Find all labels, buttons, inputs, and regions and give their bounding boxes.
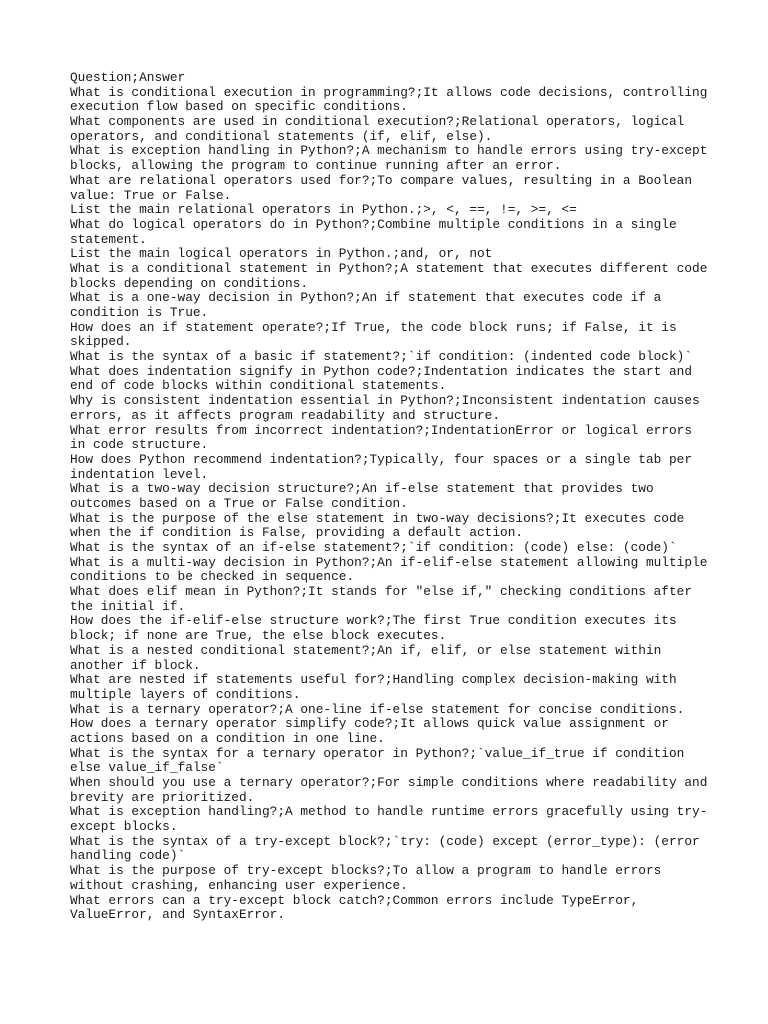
text-line: What is the syntax for a ternary operator in Python?;`value_if_true if condition (70, 745, 685, 761)
text-line: Question;Answer (70, 70, 186, 85)
text-line: How does a ternary operator simplify code?;It allows quick value assignment or (70, 716, 669, 732)
text-line: statement. (70, 231, 147, 247)
text-line: What is the purpose of try-except blocks?;To allow a program to handle errors (70, 863, 662, 879)
text-line: when the if condition is False, providing a default action. (70, 525, 524, 541)
text-line: What does indentation signify in Python code?;Indentation indicates the start and (70, 363, 693, 379)
text-line: operators, and conditional statements (if, elif, else). (70, 128, 493, 144)
text-line: indentation level. (70, 466, 209, 482)
text-line: skipped. (70, 334, 132, 350)
text-line: What are relational operators used for?;To compare values, resulting in a Boolean (70, 172, 693, 188)
text-line: outcomes based on a True or False condition. (70, 495, 408, 511)
text-line: blocks depending on conditions. (70, 275, 309, 291)
text-line: in code structure. (70, 437, 209, 453)
text-line: blocks, allowing the program to continue running after an error. (70, 158, 562, 174)
text-line: What are nested if statements useful for?;Handling complex decision-making with (70, 672, 677, 688)
text-line: errors, as it affects program readability and structure. (70, 407, 501, 423)
text-line: List the main logical operators in Python.;and, or, not (70, 246, 493, 262)
text-line: condition is True. (70, 305, 209, 320)
text-line: brevity are prioritized. (70, 789, 255, 805)
text-line: value: True or False. (70, 187, 232, 203)
text-line: What is a ternary operator?;A one-line if-else statement for concise conditions. (70, 701, 685, 717)
text-line: What is a one-way decision in Python?;An if statement that executes code if a (70, 290, 662, 306)
text-line: What is conditional execution in programming?;It allows code decisions, controlling (70, 84, 708, 100)
text-line: end of code blocks within conditional statements. (70, 378, 447, 394)
text-line: What is a nested conditional statement?;An if, elif, or else statement within (70, 642, 662, 658)
text-line: What is the syntax of a try-except block?;`try: (code) except (error_type): (error (70, 833, 700, 849)
text-line: What components are used in conditional execution?;Relational operators, logical (70, 114, 685, 130)
text-line: multiple layers of conditions. (70, 686, 301, 702)
text-line: without crashing, enhancing user experience. (70, 877, 408, 893)
text-line: another if block. (70, 657, 201, 673)
text-line: What is the purpose of the else statement in two-way decisions?;It executes code (70, 510, 685, 526)
text-line: What is exception handling in Python?;A mechanism to handle errors using try-except (70, 143, 708, 159)
text-line: What is a multi-way decision in Python?;An if-elif-else statement allowing multiple (70, 554, 708, 570)
text-line: How does an if statement operate?;If True, the code block runs; if False, it is (70, 319, 677, 335)
text-line: How does Python recommend indentation?;Typically, four spaces or a single tab per (70, 451, 693, 467)
text-line: What do logical operators do in Python?;Combine multiple conditions in a single (70, 216, 677, 232)
text-line: actions based on a condition in one line. (70, 730, 385, 746)
text-line: Why is consistent indentation essential in Python?;Inconsistent indentation causes (70, 393, 700, 409)
text-line: conditions to be checked in sequence. (70, 569, 355, 585)
text-line: block; if none are True, the else block executes. (70, 628, 447, 644)
text-line: execution flow based on specific conditions. (70, 99, 408, 115)
text-line: List the main relational operators in Python.;>, <, ==, !=, >=, <= (70, 202, 577, 218)
text-line: How does the if-elif-else structure work?;The first True condition executes its (70, 613, 677, 629)
text-line: What does elif mean in Python?;It stands for "else if," checking conditions after (70, 584, 693, 600)
text-line: ValueError, and SyntaxError. (70, 907, 286, 923)
text-line: What is exception handling?;A method to handle runtime errors gracefully using try- (70, 804, 708, 820)
text-line: What errors can a try-except block catch?;Common errors include TypeError, (70, 892, 639, 908)
text-line: the initial if. (70, 598, 186, 614)
document-page (70, 71, 710, 923)
text-line: What is a conditional statement in Python?;A statement that executes different code (70, 260, 708, 276)
text-line: What error results from incorrect indentation?;IndentationError or logical errors (70, 422, 693, 438)
text-line: else value_if_false` (70, 760, 224, 776)
text-line: handling code)` (70, 848, 186, 864)
text-line: What is the syntax of an if-else statement?;`if condition: (code) else: (code)` (70, 540, 677, 555)
text-line: When should you use a ternary operator?;For simple conditions where readability and (70, 775, 708, 790)
text-line: except blocks. (70, 819, 178, 835)
text-line: What is a two-way decision structure?;An if-else statement that provides two (70, 481, 654, 497)
text-line: What is the syntax of a basic if statement?;`if condition: (indented code block)` (70, 349, 693, 365)
